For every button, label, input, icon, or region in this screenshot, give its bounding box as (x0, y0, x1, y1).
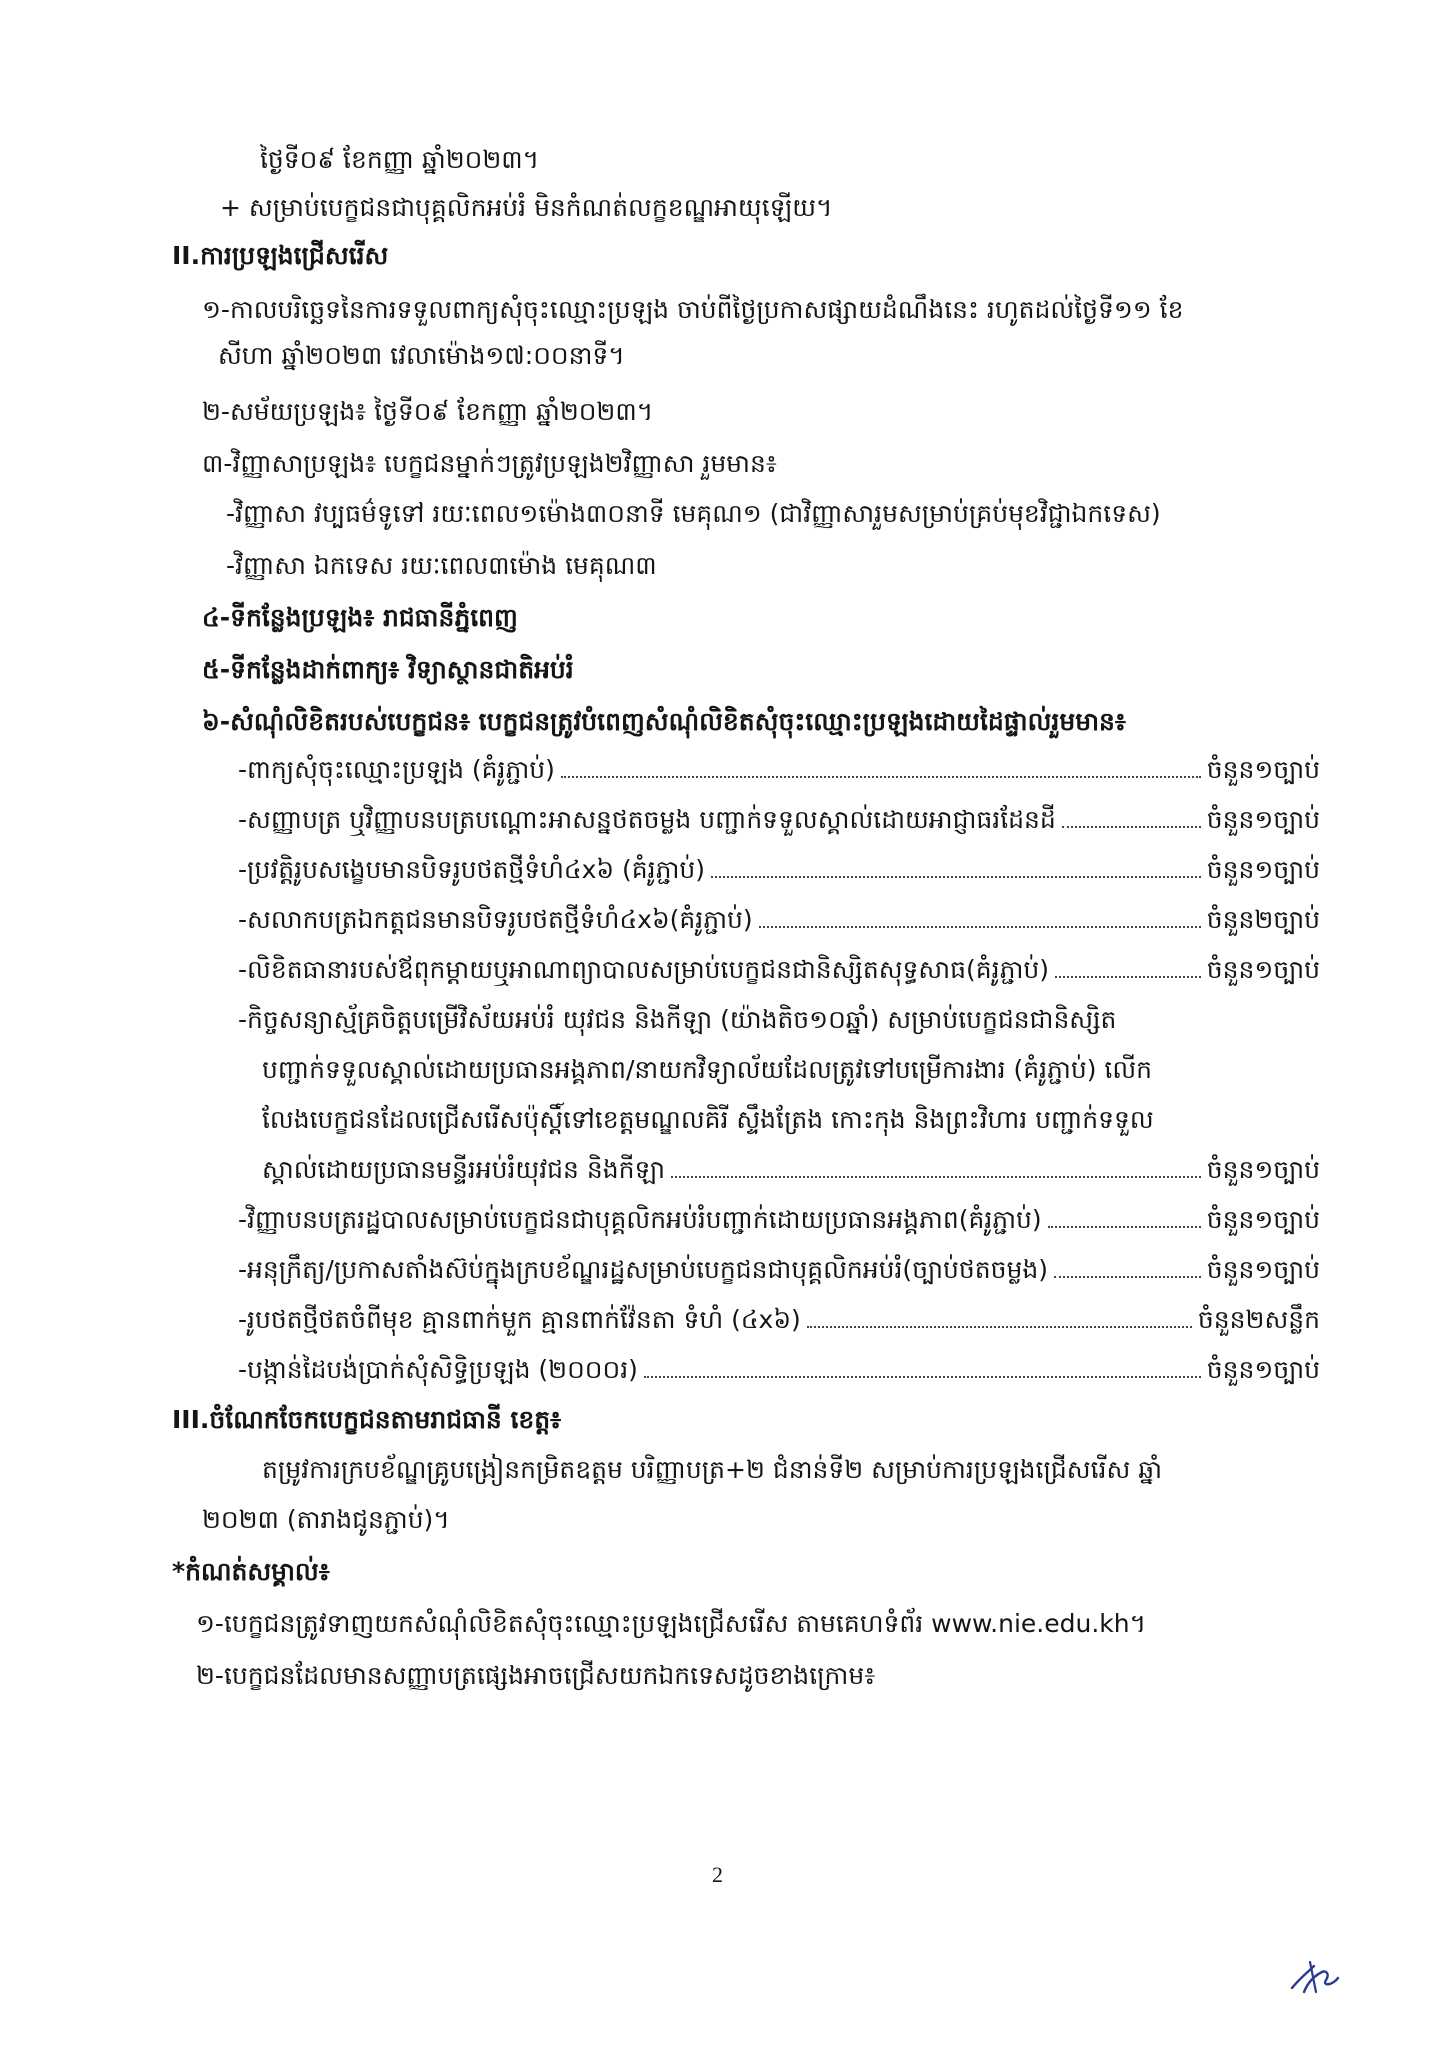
text-line: ៦-សំណុំលិខិតរបស់បេក្ខជន៖ បេក្ខជនត្រូវបំពេញសំណុំលិខិតសុំចុះឈ្មោះប្រឡងដោយដៃផ្ទាល់រួមមាន៖ (202, 707, 1126, 736)
item-count: ចំនួន១ច្បាប់ (1206, 1155, 1320, 1184)
list-item (238, 850, 1320, 890)
text-line: ១-កាលបរិច្ឆេទនៃការទទួលពាក្យសុំចុះឈ្មោះប្រឡង ចាប់ពីថ្ងៃប្រកាសផ្សាយដំណឹងនេះ រហូតដល់ថ្ងៃទី១១ ខែ (202, 295, 1184, 324)
item-count: ចំនួន១ច្បាប់ (1206, 805, 1320, 834)
item-label: -បង្កាន់ដៃបង់ប្រាក់សុំសិទ្ធិប្រឡង (២០០០រ) (238, 1355, 638, 1384)
text-line: ៣-វិញ្ញាសាប្រឡង៖ បេក្ខជនម្នាក់ៗត្រូវប្រឡង២វិញ្ញាសា រួមមាន៖ (202, 449, 777, 478)
text-line: -វិញ្ញាសា វប្បធម៌ទូទៅ រយៈពេល១ម៉ោង៣០នាទី មេគុណ១ (ជាវិញ្ញាសារួមសម្រាប់គ្រប់មុខវិជ្ជាឯកទេស) (226, 499, 1161, 528)
list-item (238, 1300, 1320, 1340)
dot-leader (1054, 1250, 1201, 1278)
item-label: -សលាកបត្រឯកត្តជនមានបិទរូបថតថ្មីទំហំ៤x៦(គំរូភ្ជាប់) (238, 905, 753, 934)
list-item (238, 750, 1320, 790)
item-count: ចំនួន២ច្បាប់ (1206, 905, 1320, 934)
text-line: ២-បេក្ខជនដែលមានសញ្ញាបត្រផ្សេងអាចជ្រើសយកឯកទេសដូចខាងក្រោម៖ (196, 1661, 876, 1690)
item-label: -ប្រវត្តិរូបសង្ខេបមានបិទរូបថតថ្មីទំហំ៤x៦ (គំរូភ្ជាប់) (238, 855, 706, 884)
dot-leader (671, 1150, 1201, 1178)
item-count: ចំនួន២សន្លឹក (1197, 1305, 1320, 1334)
section-title: II.ការប្រឡងជ្រើសរើស (172, 241, 389, 270)
text-line: -វិញ្ញាសា ឯកទេស រយៈពេល៣ម៉ោង មេគុណ៣ (226, 551, 657, 580)
section-title: III.ចំណែកចែកបេក្ខជនតាមរាជធានី ខេត្ត៖ (172, 1405, 562, 1434)
dot-leader (807, 1300, 1192, 1328)
list-item (238, 800, 1320, 840)
text-line: -កិច្ចសន្យាស្ម័គ្រចិត្តបម្រើវិស័យអប់រំ យុវជន និងកីឡា (យ៉ាងតិច១០ឆ្នាំ) សម្រាប់បេក្ខជនជានិស្សិត (238, 1005, 1117, 1034)
list-item (238, 950, 1320, 990)
page-number: 2 (712, 1862, 723, 1887)
dot-leader (561, 750, 1201, 778)
item-count: ចំនួន១ច្បាប់ (1206, 1355, 1320, 1384)
item-count: ចំនួន១ច្បាប់ (1206, 755, 1320, 784)
item-count: ចំនួន១ច្បាប់ (1206, 855, 1320, 884)
item-count: ចំនួន១ច្បាប់ (1206, 955, 1320, 984)
dot-leader (711, 850, 1201, 878)
dot-leader (1055, 950, 1201, 978)
item-label: -លិខិតធានារបស់ឪពុកម្ដាយឬអាណាព្យាបាលសម្រាប់បេក្ខជនជានិស្សិតសុទ្ធសាធ(គំរូភ្ជាប់) (238, 955, 1049, 984)
dot-leader (1062, 800, 1201, 828)
item-label: -ពាក្យសុំចុះឈ្មោះប្រឡង (គំរូភ្ជាប់) (238, 755, 555, 784)
list-item (238, 1200, 1320, 1240)
list-item (238, 1350, 1320, 1390)
list-item (238, 900, 1320, 940)
text-line: ៤-ទីកន្លែងប្រឡង៖ រាជធានីភ្នំពេញ (202, 603, 518, 632)
item-label: -អនុក្រឹត្យ/ប្រកាសតាំងស៊ប់ក្នុងក្របខ័ណ្ឌរដ្ឋសម្រាប់បេក្ខជនជាបុគ្គលិកអប់រំ(ច្បាប់ថតចម្លង) (238, 1255, 1049, 1284)
text-line: ១-បេក្ខជនត្រូវទាញយកសំណុំលិខិតសុំចុះឈ្មោះប្រឡងជ្រើសរើស តាមគេហទំព័រ www.nie.edu.kh។ (196, 1609, 1147, 1638)
item-label: ស្គាល់ដោយប្រធានមន្ទីរអប់រំយុវជន និងកីឡា (262, 1155, 665, 1184)
item-label: -សញ្ញាបត្រ ឬវិញ្ញាបនបត្របណ្ដោះអាសន្នថតចម្លង បញ្ជាក់ទទួលស្គាល់ដោយអាជ្ញាធរដែនដី (238, 805, 1056, 834)
text-line: + សម្រាប់បេក្ខជនជាបុគ្គលិកអប់រំ មិនកំណត់លក្ខខណ្ឌអាយុឡើយ។ (220, 193, 833, 222)
item-label: -វិញ្ញាបនបត្ររដ្ឋបាលសម្រាប់បេក្ខជនជាបុគ្គលិកអប់រំបញ្ជាក់ដោយប្រធានអង្គភាព(គំរូភ្ជាប់) (238, 1205, 1042, 1234)
text-line: ២០២៣ (តារាងជូនភ្ជាប់)។ (202, 1505, 450, 1534)
signature-mark (1286, 1952, 1346, 2002)
text-line: ២-សម័យប្រឡង៖ ថ្ងៃទី០៩ ខែកញ្ញា ឆ្នាំ២០២៣។ (202, 397, 654, 426)
item-count: ចំនួន១ច្បាប់ (1206, 1205, 1320, 1234)
text-line: តម្រូវការក្របខ័ណ្ឌគ្រូបង្រៀនកម្រិតឧត្តម បរិញ្ញាបត្រ+២ ជំនាន់ទី២ សម្រាប់ការប្រឡងជ្រើសរើស ឆ្នាំ (262, 1455, 1163, 1484)
dot-leader (759, 900, 1201, 928)
item-label: -រូបថតថ្មីថតចំពីមុខ គ្មានពាក់មួក គ្មានពាក់វ៉ែនតា ទំហំ (៤x៦) (238, 1305, 801, 1334)
dot-leader (644, 1350, 1201, 1378)
dot-leader (1048, 1200, 1201, 1228)
text-line: សីហា ឆ្នាំ២០២៣ វេលាម៉ោង១៧:០០នាទី។ (218, 341, 625, 370)
text-line: លែងបេក្ខជនដែលជ្រើសរើសប៉ុស្តិ៍ទៅខេត្តមណ្ឌលគិរី ស្ទឹងត្រែង កោះកុង និងព្រះវិហារ បញ្ជាក់ទទួល (262, 1105, 1154, 1134)
text-line: ថ្ងៃទី០៩ ខែកញ្ញា ឆ្នាំ២០២៣។ (260, 145, 540, 174)
text-line: ៥-ទីកន្លែងដាក់ពាក្យ៖ វិទ្យាស្ថានជាតិអប់រំ (202, 655, 574, 684)
note-title: *កំណត់សម្គាល់៖ (172, 1557, 330, 1586)
text-line: បញ្ជាក់ទទួលស្គាល់ដោយប្រធានអង្គភាព/នាយកវិទ្យាល័យដែលត្រូវទៅបម្រើការងារ (គំរូភ្ជាប់) លើក (262, 1055, 1153, 1084)
item-count: ចំនួន១ច្បាប់ (1206, 1255, 1320, 1284)
list-item (238, 1250, 1320, 1290)
list-item (262, 1150, 1320, 1190)
